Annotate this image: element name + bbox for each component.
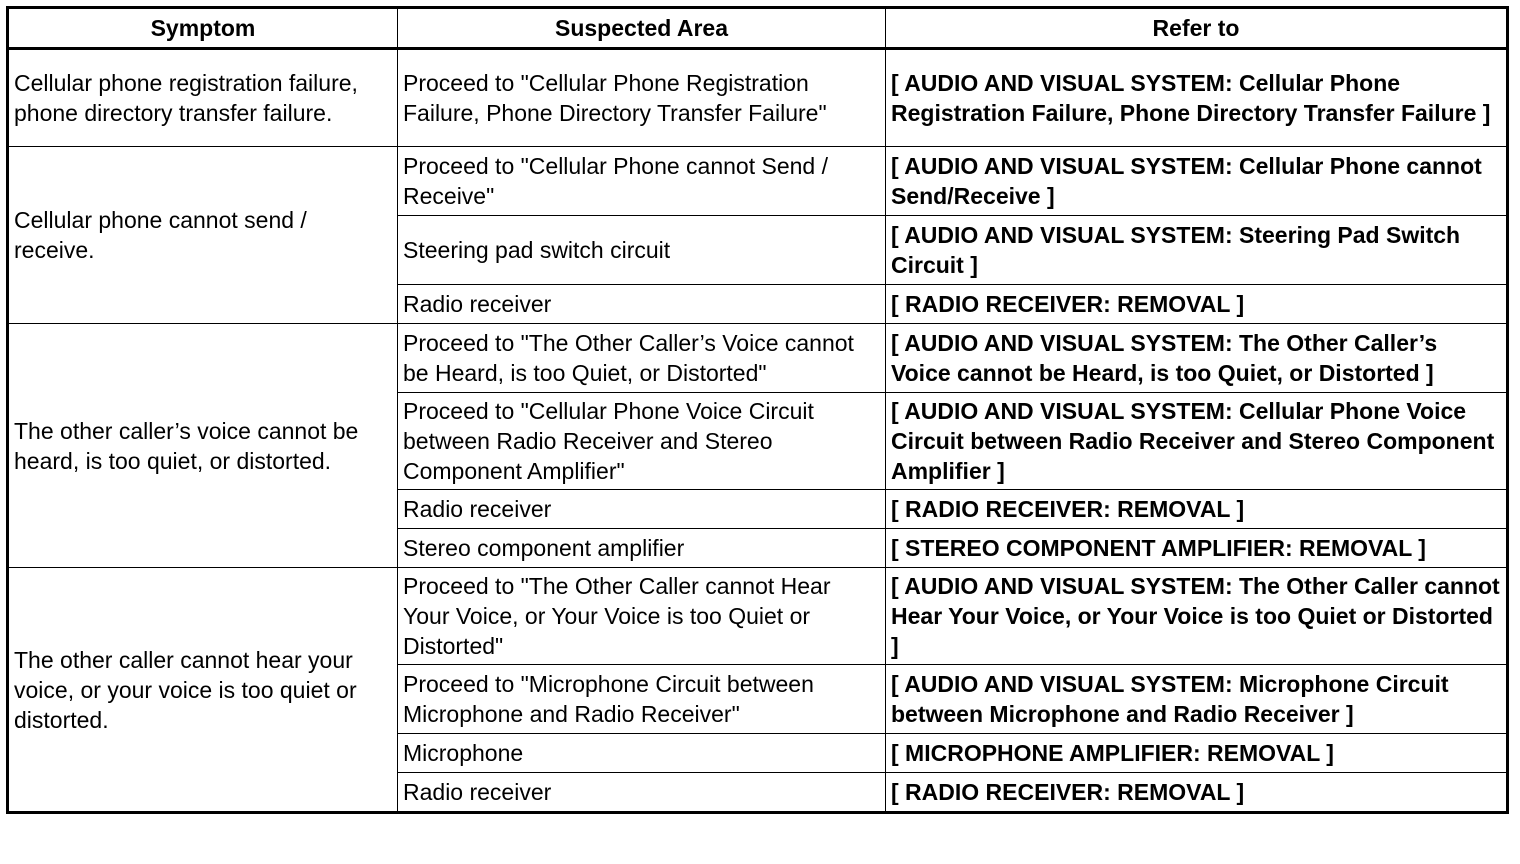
refer-to-cell: [ AUDIO AND VISUAL SYSTEM: The Other Caller cannot Hear Your Voice, or Your Voice is too Quiet or Distorted ] [886,568,1508,665]
table-row [8,147,1508,216]
suspected-area-cell: Microphone [398,734,886,773]
table-header-row [8,8,1508,49]
symptom-table [6,6,1509,814]
suspected-area-cell: Proceed to "Cellular Phone Registration Failure, Phone Directory Transfer Failure" [398,49,886,147]
refer-to-cell: [ RADIO RECEIVER: REMOVAL ] [886,773,1508,813]
suspected-area-cell: Stereo component amplifier [398,529,886,568]
suspected-area-cell: Radio receiver [398,773,886,813]
refer-to-cell: [ AUDIO AND VISUAL SYSTEM: The Other Caller’s Voice cannot be Heard, is too Quiet, or Distorted ] [886,324,1508,393]
diagnostic-page [6,6,1509,814]
refer-to-cell: [ AUDIO AND VISUAL SYSTEM: Microphone Circuit between Microphone and Radio Receiver ] [886,665,1508,734]
table-row [8,568,1508,665]
refer-to-cell: [ RADIO RECEIVER: REMOVAL ] [886,285,1508,324]
suspected-area-cell: Proceed to "Cellular Phone cannot Send / Receive" [398,147,886,216]
refer-to-cell: [ AUDIO AND VISUAL SYSTEM: Cellular Phone Registration Failure, Phone Directory Transfer Failure ] [886,49,1508,147]
suspected-area-cell: Steering pad switch circuit [398,216,886,285]
header-symptom: Symptom [8,8,398,49]
refer-to-cell: [ AUDIO AND VISUAL SYSTEM: Steering Pad Switch Circuit ] [886,216,1508,285]
refer-to-cell: [ STEREO COMPONENT AMPLIFIER: REMOVAL ] [886,529,1508,568]
refer-to-cell: [ RADIO RECEIVER: REMOVAL ] [886,490,1508,529]
refer-to-cell: [ AUDIO AND VISUAL SYSTEM: Cellular Phone Voice Circuit between Radio Receiver and Stereo Component Amplifier ] [886,393,1508,490]
symptom-cell: Cellular phone registration failure, phone directory transfer failure. [8,49,398,147]
symptom-cell: The other caller cannot hear your voice, or your voice is too quiet or distorted. [8,568,398,813]
header-suspected-area: Suspected Area [398,8,886,49]
refer-to-cell: [ AUDIO AND VISUAL SYSTEM: Cellular Phone cannot Send/Receive ] [886,147,1508,216]
symptom-cell: The other caller’s voice cannot be heard, is too quiet, or distorted. [8,324,398,568]
symptom-cell: Cellular phone cannot send / receive. [8,147,398,324]
suspected-area-cell: Proceed to "Cellular Phone Voice Circuit between Radio Receiver and Stereo Component Amplifier" [398,393,886,490]
suspected-area-cell: Radio receiver [398,490,886,529]
table-row [8,49,1508,147]
suspected-area-cell: Radio receiver [398,285,886,324]
suspected-area-cell: Proceed to "The Other Caller cannot Hear Your Voice, or Your Voice is too Quiet or Distorted" [398,568,886,665]
refer-to-cell: [ MICROPHONE AMPLIFIER: REMOVAL ] [886,734,1508,773]
suspected-area-cell: Proceed to "The Other Caller’s Voice cannot be Heard, is too Quiet, or Distorted" [398,324,886,393]
header-refer-to: Refer to [886,8,1508,49]
table-row [8,324,1508,393]
suspected-area-cell: Proceed to "Microphone Circuit between Microphone and Radio Receiver" [398,665,886,734]
